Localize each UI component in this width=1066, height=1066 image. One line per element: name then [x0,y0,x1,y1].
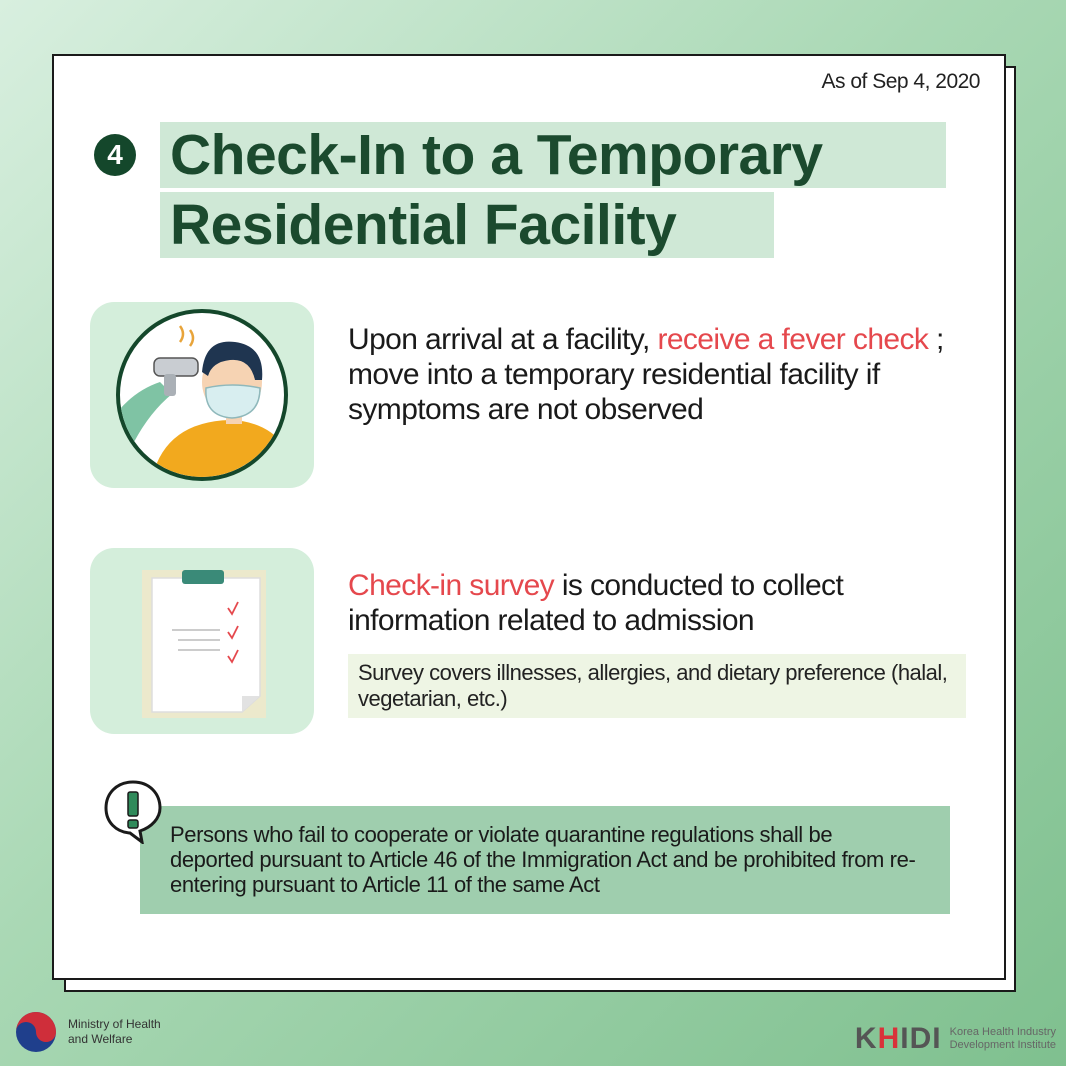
khidi-logo [855,1022,1056,1056]
survey-illustration-box [90,548,314,734]
date-label: As of Sep 4, 2020 [821,70,980,93]
institute-name [950,1026,1056,1052]
exclamation-speech-icon [102,778,164,844]
taegeuk-emblem-icon [14,1010,58,1054]
survey-highlight: Check-in survey [348,569,555,602]
survey-note: Survey covers illnesses, allergies, and dietary preference (halal, vegetarian, etc.) [348,654,966,718]
notice-box: Persons who fail to cooperate or violate quarantine regulations shall be deported pursuant to Article 46 of the Immigration Act and be prohibited from re-entering pursuant to Article 11 of the same Act [140,806,950,914]
survey-text [348,568,968,638]
survey-text-part2: is conducted to collect information related to admission [348,569,844,637]
institute-line-2: Development Institute [949,1039,1056,1051]
fever-check-text [348,322,968,427]
clipboard-checklist-icon [90,548,314,734]
fever-check-text-part2: ; move into a temporary residential facility if symptoms are not observed [348,323,944,426]
fever-check-highlight: receive a fever check [657,323,929,356]
ministry-name [68,1017,161,1047]
info-card [52,54,1006,980]
step-number-badge: 4 [94,134,136,176]
title-line-1: Check-In to a Temporary [160,122,946,188]
ministry-line-2: and Welfare [68,1032,133,1046]
title-line-2: Residential Facility [160,192,774,258]
temperature-check-icon [90,302,314,488]
ministry-line-1: Ministry of Health [68,1017,161,1031]
fever-check-text-part1: Upon arrival at a facility, [348,323,658,356]
fever-check-illustration-box [90,302,314,488]
ministry-logo [14,1010,161,1054]
institute-line-1: Korea Health Industry [949,1026,1056,1038]
khidi-wordmark: KHIDI [854,1022,942,1055]
